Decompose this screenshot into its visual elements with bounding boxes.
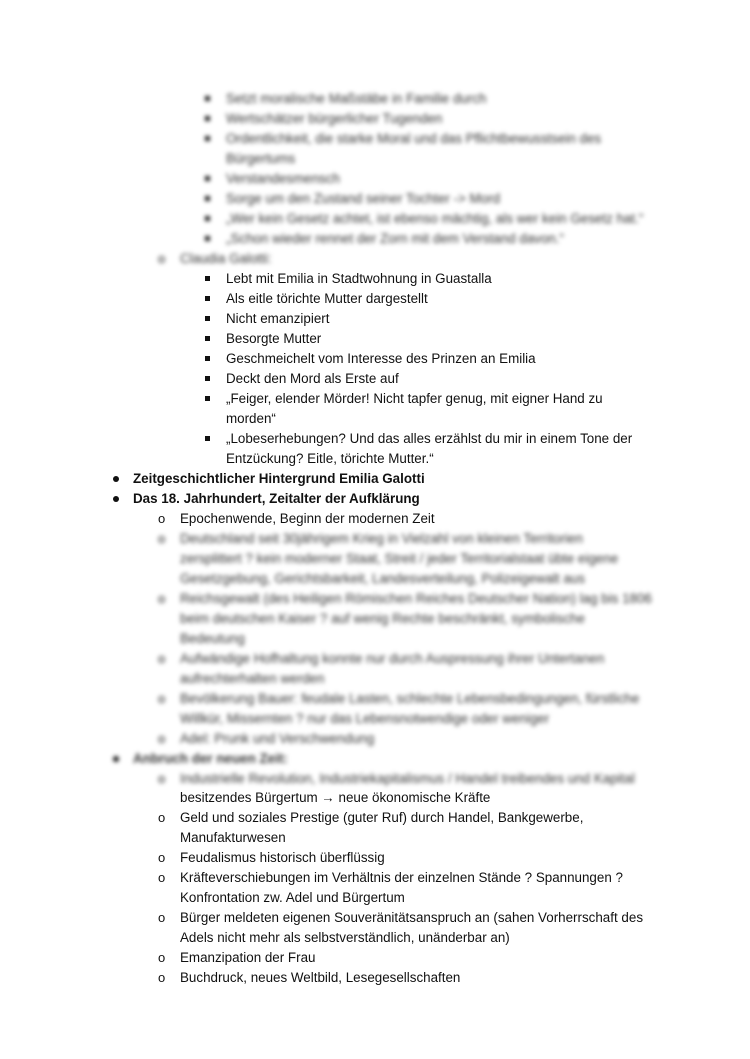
list-item-continuation: beim deutschen Kaiser ? auf wenig Rechte beschränkt, symbolische xyxy=(180,611,585,626)
list-item-continuation: morden“ xyxy=(226,411,276,426)
round-bullet-icon xyxy=(113,496,119,502)
list-item: Reichsgewalt (des Heiligen Römischen Reiches Deutscher Nation) lag bis 1806 xyxy=(180,591,652,606)
list-item: Besorgte Mutter xyxy=(226,331,322,346)
circle-bullet-icon: o xyxy=(158,970,166,985)
list-item-continuation: aufrechterhalten werden xyxy=(180,671,325,686)
square-bullet-icon xyxy=(205,176,210,181)
list-item: Bürger meldeten eigenen Souveränitätsanspruch an (sahen Vorherrschaft des xyxy=(180,910,644,925)
square-bullet-icon xyxy=(205,296,210,301)
list-item: Geschmeichelt vom Interesse des Prinzen an Emilia xyxy=(226,351,536,366)
list-item: Deckt den Mord als Erste auf xyxy=(226,371,399,386)
list-item: Kräfteverschiebungen im Verhältnis der einzelnen Stände ? Spannungen ? xyxy=(180,870,623,885)
list-item: Buchdruck, neues Weltbild, Lesegesellschaften xyxy=(180,970,461,985)
list-item: „Wer kein Gesetz achtet, ist ebenso mächtig, als wer kein Gesetz hat.“ xyxy=(226,211,644,226)
section-heading: Das 18. Jahrhundert, Zeitalter der Aufklärung xyxy=(133,491,420,506)
circle-bullet-icon: o xyxy=(158,870,166,885)
list-item: Lebt mit Emilia in Stadtwohnung in Guastalla xyxy=(226,271,492,286)
list-item-continuation: Adels nicht mehr als selbstverständlich, unänderbar an) xyxy=(180,930,510,945)
square-bullet-icon xyxy=(205,336,210,341)
list-item-continuation: besitzendes Bürgertum → neue ökonomische Kräfte xyxy=(180,790,491,805)
square-bullet-icon xyxy=(205,136,210,141)
list-item: Emanzipation der Frau xyxy=(180,950,316,965)
list-heading: Claudia Galotti: xyxy=(180,251,272,266)
circle-bullet-icon: o xyxy=(158,810,166,825)
list-item: Geld und soziales Prestige (guter Ruf) durch Handel, Bankgewerbe, xyxy=(180,810,584,825)
square-bullet-icon xyxy=(205,316,210,321)
circle-bullet-icon: o xyxy=(158,731,166,746)
list-item: „Feiger, elender Mörder! Nicht tapfer genug, mit eigner Hand zu xyxy=(226,391,603,406)
square-bullet-icon xyxy=(205,196,210,201)
list-item: Industrielle Revolution, Industriekapitalismus / Handel treibendes und Kapital xyxy=(180,771,635,786)
list-item: Adel: Prunk und Verschwendung xyxy=(180,731,375,746)
list-item: Deutschland seit 30jährigem Krieg in Vielzahl von kleinen Territorien xyxy=(180,531,583,546)
circle-bullet-icon: o xyxy=(158,511,166,526)
square-bullet-icon xyxy=(205,396,210,401)
list-item-continuation: Willkür, Missernten ? nur das Lebensnotwendige oder weniger xyxy=(180,711,550,726)
section-heading: Zeitgeschichtlicher Hintergrund Emilia Galotti xyxy=(133,471,425,486)
square-bullet-icon xyxy=(205,216,210,221)
square-bullet-icon xyxy=(205,356,210,361)
square-bullet-icon xyxy=(205,116,210,121)
circle-bullet-icon: o xyxy=(158,531,166,546)
circle-bullet-icon: o xyxy=(158,850,166,865)
round-bullet-icon xyxy=(113,756,119,762)
section-heading: Anbruch der neuen Zeit: xyxy=(133,751,288,766)
square-bullet-icon xyxy=(205,436,210,441)
list-item-continuation: Bürgertums xyxy=(226,151,296,166)
square-bullet-icon xyxy=(205,236,210,241)
list-item: Epochenwende, Beginn der modernen Zeit xyxy=(180,511,435,526)
list-item-continuation: Manufakturwesen xyxy=(180,830,286,845)
round-bullet-icon xyxy=(113,476,119,482)
list-item: Ordentlichkeit, die starke Moral und das Pflichtbewusstsein des xyxy=(226,131,602,146)
list-item: Bevölkerung Bauer: feudale Lasten, schlechte Lebensbedingungen, fürstliche xyxy=(180,691,640,706)
list-item: Feudalismus historisch überflüssig xyxy=(180,850,385,865)
list-item: Aufwändige Hofhaltung konnte nur durch Auspressung ihrer Untertanen xyxy=(180,651,605,666)
list-item-continuation: Bedeutung xyxy=(180,631,245,646)
circle-bullet-icon: o xyxy=(158,771,166,786)
circle-bullet-icon: o xyxy=(158,251,166,266)
circle-bullet-icon: o xyxy=(158,950,166,965)
list-item: Sorge um den Zustand seiner Tochter -> Mord xyxy=(226,191,501,206)
circle-bullet-icon: o xyxy=(158,691,166,706)
list-item: „Lobeserhebungen? Und das alles erzählst du mir in einem Tone der xyxy=(226,431,633,446)
list-item-continuation: Gesetzgebung, Gerichtsbarkeit, Landesverteilung, Polizeigewalt aus xyxy=(180,571,585,586)
list-item-continuation: zersplittert ? kein moderner Staat, Streit / jeder Territorialstaat übte eigene xyxy=(180,551,619,566)
circle-bullet-icon: o xyxy=(158,651,166,666)
square-bullet-icon xyxy=(205,376,210,381)
list-item-continuation: Entzückung? Eitle, törichte Mutter.“ xyxy=(226,451,434,466)
list-item: Nicht emanzipiert xyxy=(226,311,330,326)
list-item: Als eitle törichte Mutter dargestellt xyxy=(226,291,428,306)
list-item: Setzt moralische Maßstäbe in Familie durch xyxy=(226,91,487,106)
list-item: „Schon wieder rennet der Zorn mit dem Verstand davon.“ xyxy=(226,231,564,246)
circle-bullet-icon: o xyxy=(158,591,166,606)
list-item-continuation: Konfrontation zw. Adel und Bürgertum xyxy=(180,890,405,905)
square-bullet-icon xyxy=(205,276,210,281)
list-item: Verstandesmensch xyxy=(226,171,340,186)
square-bullet-icon xyxy=(205,96,210,101)
circle-bullet-icon: o xyxy=(158,910,166,925)
list-item: Wertschätzer bürgerlicher Tugenden xyxy=(226,111,443,126)
